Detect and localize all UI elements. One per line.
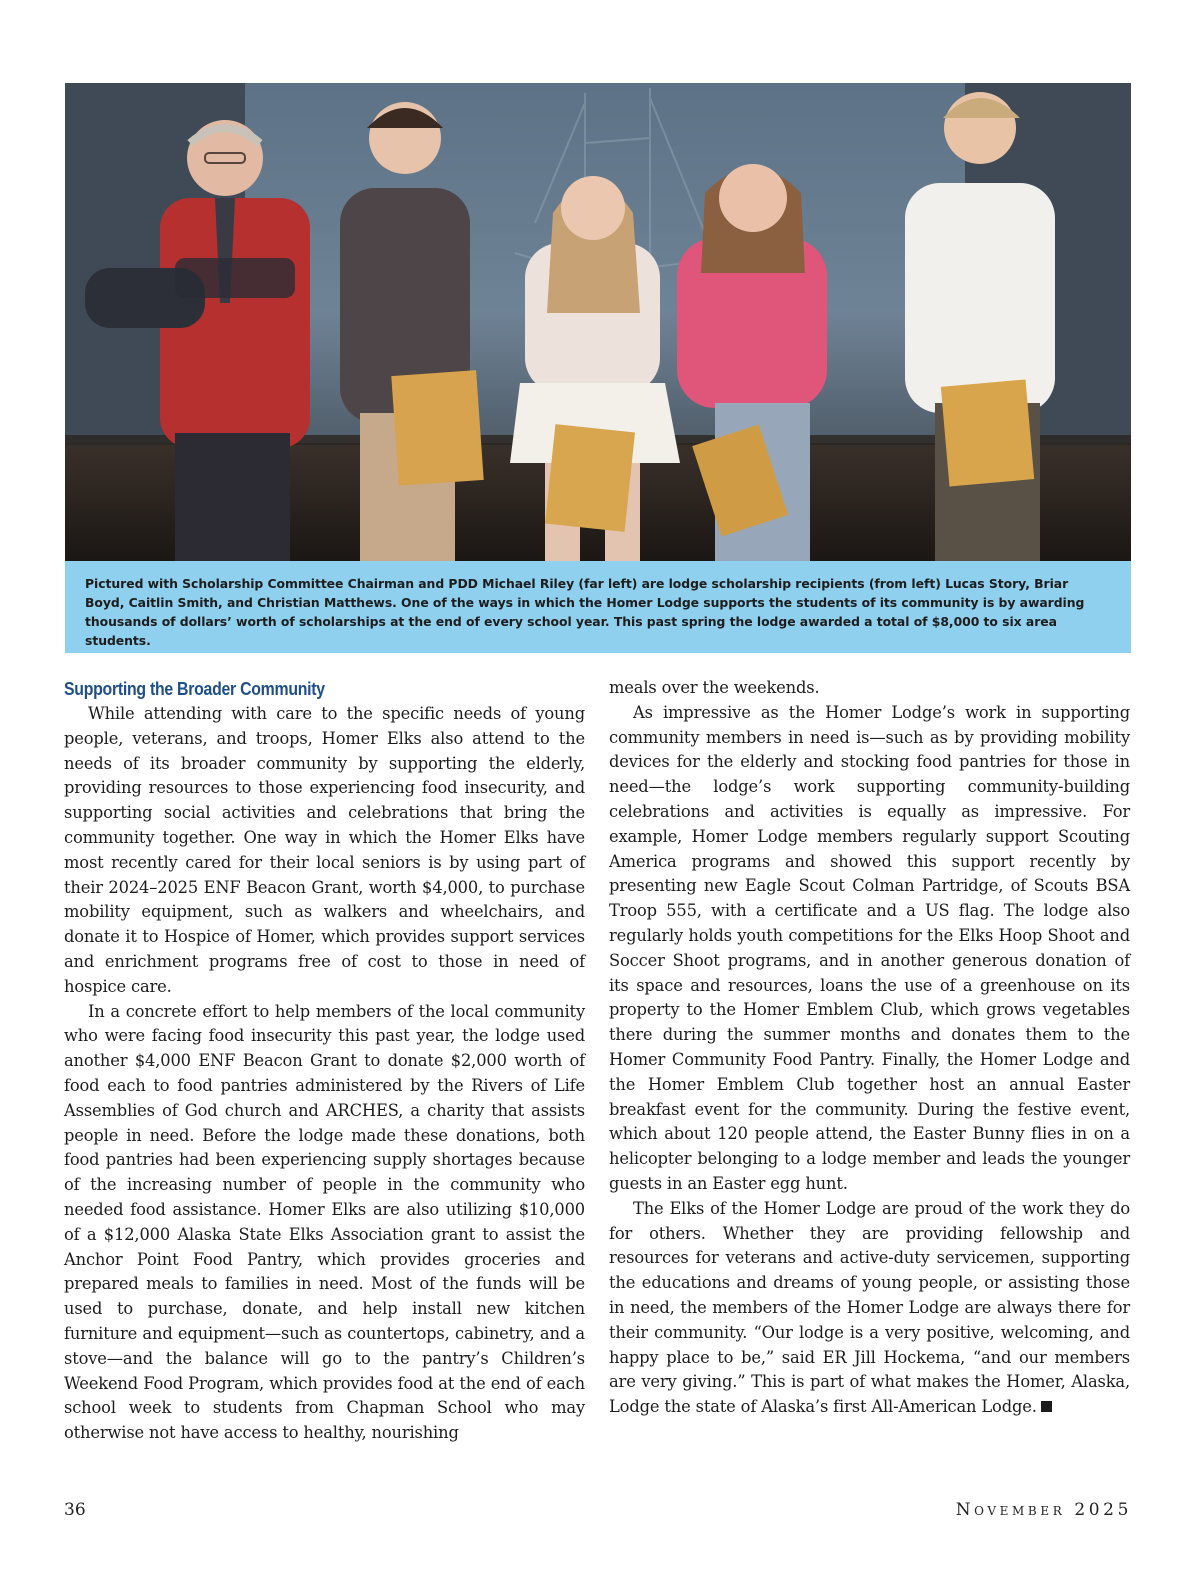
article-paragraph: While attending with care to the specific needs of young people, veterans, and troops, Homer Elks also attend to the needs of its broader community by supporting the elderly, providing resources to those experiencing food insecurity, and supporting social activities and celebrations that bring the community together. One way in which the Homer Elks have most recently cared for their local seniors is by using part of their 2024–2025 ENF Beacon Grant, worth $4,000, to purchase mobility equipment, such as walkers and wheelchairs, and donate it to Hospice of Homer, which provides support services and enrichment programs free of cost to those in need of hospice care. [64, 704, 585, 996]
article-paragraph: In a concrete effort to help members of the local community who were facing food insecurity this past year, the lodge used another $4,000 ENF Beacon Grant to donate $2,000 worth of food each to food pantries administered by the Rivers of Life Assemblies of God church and ARCHES, a charity that assists people in need. Before the lodge made these donations, both food pantries had been experiencing supply shortages because of the increasing number of people in the community who needed food assistance. Homer Elks are also utilizing $10,000 of a $12,000 Alaska State Elks Association grant to assist the Anchor Point Food Pantry, which provides groceries and prepared meals to families in need. Most of the funds will be used to purchase, donate, and help install new kitchen furniture and equipment—such as countertops, cabinetry, and a stove—and the balance will go to the pantry’s Children’s Weekend Food Program, which provides food at the end of each school week to students from Chapman School who may otherwise not have access to healthy, nourishing [64, 1001, 585, 1443]
caption-text: Pictured with Scholarship Committee Chairman and PDD Michael Riley (far left) are lodge scholarship recipients (from left) Lucas Story, Briar Boyd, Caitlin Smith, and Christian Matthews. One of the ways in which the Homer Lodge supports the students of its community is by awarding thousands of dollars’ worth of scholarships at the end of every school year. This past spring the lodge awarded a total of $8,000 to six area students. [85, 576, 1085, 648]
photo-illustration [65, 83, 1131, 561]
article-column-left [64, 676, 585, 1446]
final-paragraph-text: The Elks of the Homer Lodge are proud of the work they do for others. Whether they are providing fellowship and resources for veterans and active-duty servicemen, supporting the educations and dreams of young people, or assisting those in need, the members of the Homer Lodge are always there for their community. “Our lodge is a very positive, welcoming, and happy place to be,” said ER Jill Hockema, “and our members are very giving.” This is part of what makes the Homer, Alaska, Lodge the state of Alaska’s first All-American Lodge. [609, 1198, 1130, 1417]
article-paragraph-final [609, 1197, 1130, 1420]
section-heading: Supporting the Broader Community [64, 679, 325, 699]
article-paragraph: As impressive as the Homer Lodge’s work in supporting community members in need is—such as by providing mobility devices for the elderly and stocking food pantries for those in need—the lodge’s work supporting community-building celebrations and activities is equally as impressive. For example, Homer Lodge members regularly support Scouting America programs and showed this support recently by presenting new Eagle Scout Colman Partridge, of Scouts BSA Troop 555, with a certificate and a US flag. The lodge also regularly holds youth competitions for the Elks Hoop Shoot and Soccer Shoot programs, and in another generous donation of its space and resources, loans the use of a greenhouse on its property to the Homer Emblem Club, which grows vegetables there during the summer months and donates them to the Homer Community Food Pantry. Finally, the Homer Lodge and the Homer Emblem Club together host an annual Easter breakfast event for the community. During the festive event, which about 120 people attend, the Easter Bunny flies in on a helicopter belonging to a lodge member and leads the younger guests in an Easter egg hunt. [609, 702, 1130, 1193]
article-column-right [609, 676, 1130, 1420]
photo-caption [65, 561, 1131, 653]
issue-date: November 2025 [955, 1500, 1132, 1520]
article-paragraph-continuation: meals over the weekends. [609, 678, 820, 697]
end-of-article-square-icon [1041, 1401, 1052, 1412]
scholarship-photo [65, 83, 1131, 561]
page-number: 36 [64, 1500, 86, 1520]
